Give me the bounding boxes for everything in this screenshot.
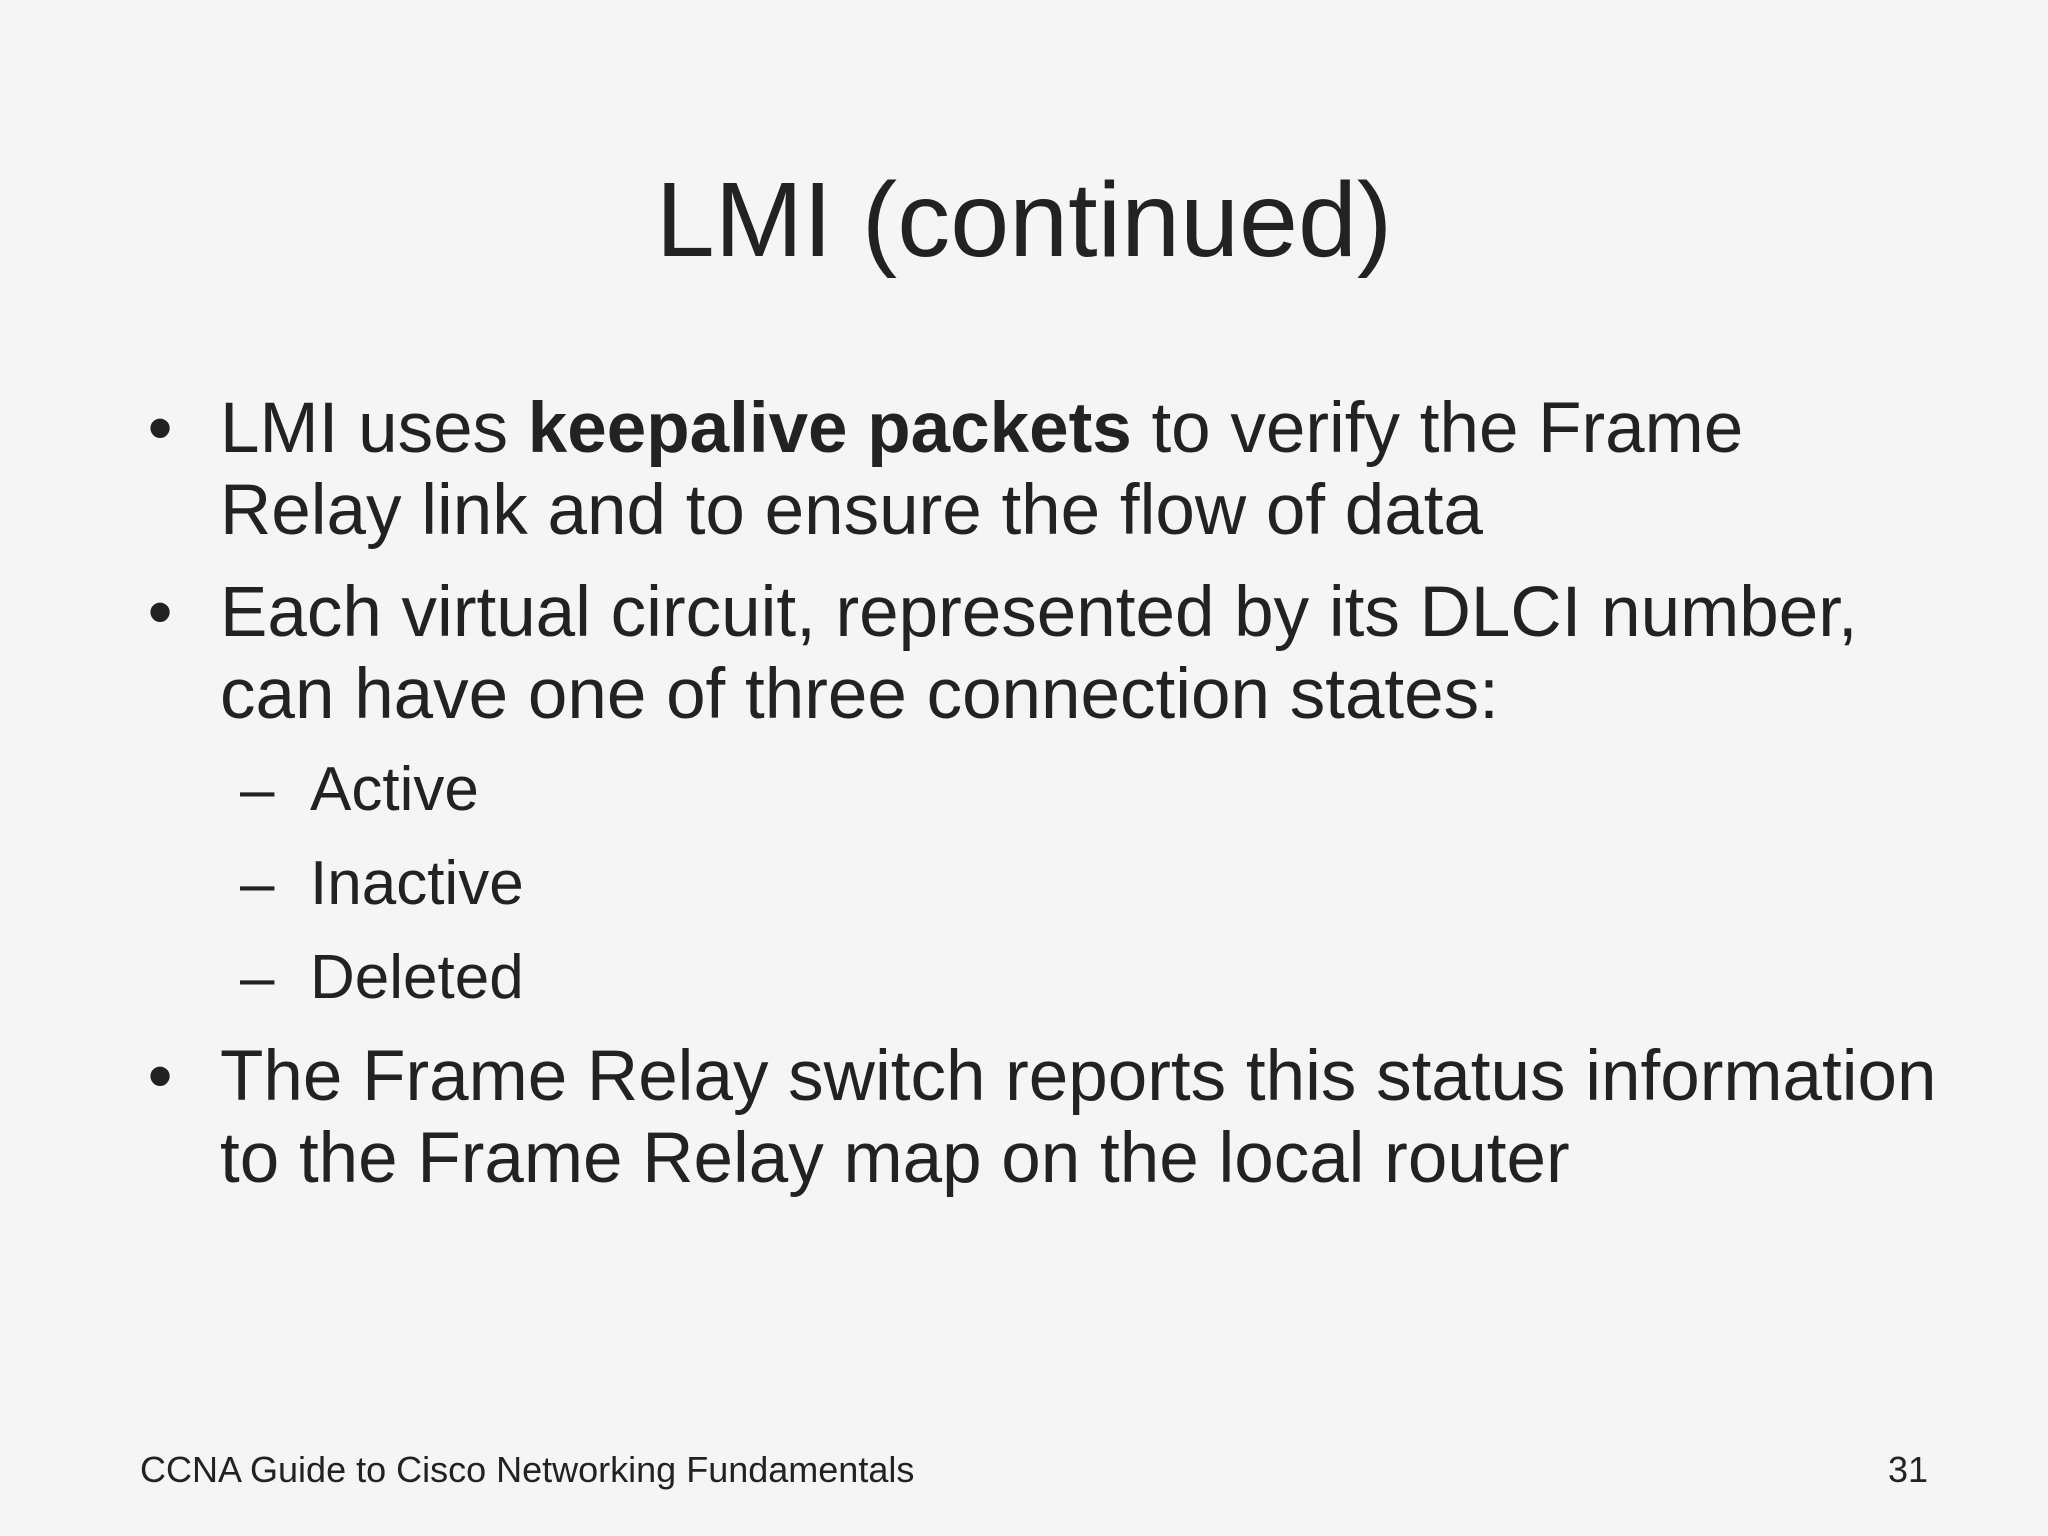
sub-item-text: Active [310, 755, 479, 824]
bullet-icon: • [147, 573, 173, 652]
sub-item-inactive [140, 848, 1940, 920]
footer-page-number: 31 [1887, 1449, 1928, 1490]
slide-content [140, 388, 1940, 1220]
dash-icon: – [240, 755, 275, 824]
footer-course-title: CCNA Guide to Cisco Networking Fundamentals [140, 1449, 915, 1490]
sub-item-deleted [140, 942, 1940, 1014]
bullet-icon: • [147, 389, 173, 468]
dash-icon: – [240, 943, 275, 1012]
slide-title: LMI (continued) [655, 161, 1393, 279]
bullet-switch-reports [140, 1036, 1940, 1200]
bullet-text-bold: keepalive packets [527, 389, 1132, 468]
dash-icon: – [240, 849, 275, 918]
sub-item-text: Deleted [310, 943, 524, 1012]
bullet-text: Each virtual circuit, represented by its DLCI number, can have one of three connection states: [220, 573, 1858, 734]
sub-item-active [140, 754, 1940, 826]
bullet-text-pre: LMI uses [220, 389, 528, 468]
bullet-connection-states [140, 572, 1940, 736]
connection-states-list [140, 754, 1940, 1014]
bullet-keepalive [140, 388, 1940, 552]
bullet-icon: • [147, 1037, 173, 1116]
bullet-text: The Frame Relay switch reports this status information to the Frame Relay map on the local router [220, 1037, 1937, 1198]
sub-item-text: Inactive [310, 849, 524, 918]
bullet-text-post: to verify the Frame Relay link and to ensure the flow of data [220, 389, 1744, 550]
